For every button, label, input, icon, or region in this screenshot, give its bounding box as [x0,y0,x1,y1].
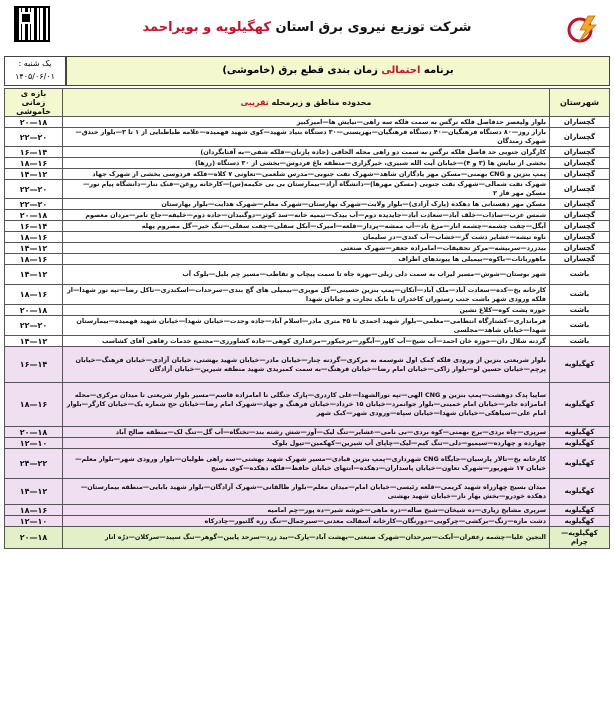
row-city: گچساران [550,199,610,210]
col-header-area-label: محدوده مناطق و زیرمحله [271,98,372,107]
row-city: کهگیلویه [550,438,610,449]
row-time: ۲۲—۲۰ [5,316,63,336]
outage-schedule-table [4,88,610,549]
table-row [5,210,610,221]
row-city: کهگیلویه [550,505,610,516]
row-city: گچساران [550,147,610,158]
row-area: کارخانه یخ—تالار پارسیان—جایگاه CNG شهرداری—پمپ بنزین قبادی—مسیر شهرک شهید بهشتی—سه راهی طولیان—بلوار ورودی شهر—بلوار معلم—خیابان ۱۷ شهریور—شهرک تعاون—خیابان پاسداران—دهکده—انتهای خیابان حافظ—فلکه دهکده—کوی بسیج [63,449,550,479]
row-time: ۲۰—۱۸ [5,305,63,316]
row-area: دشت مازه—زنگ—برکشی—چرکویی—دورنگان—کارخانه آسفالت معدنی—سیرجمال—تنگ رزه گلتیور—چادرکاه [63,516,550,527]
row-city: کهگیلویه [550,516,610,527]
row-area: آبگل—چفت چشمه—چشمه انار—مرغ باد—آب ممشه—پرداز—قلعه—امیرک—آبکل سفلی—چفت سفلی—تنگ خیر—گل مصروم پهله [63,221,550,232]
table-row [5,243,610,254]
table-row [5,265,610,285]
row-area: بلوار ولیعصر حدفاصل فلکه نرگس به سمت فلکه سه راهی—نیایش ها—امیرکبیر [63,117,550,128]
table-row [5,221,610,232]
row-city: گچساران [550,232,610,243]
table-header-row [5,89,610,117]
table-row [5,336,610,347]
row-time: ۲۰—۱۸ [5,210,63,221]
table-row [5,254,610,265]
row-area: شهر بوستان—شوش—مسیر لیراب به سمت دلی زبلی—بهره جاه تا سمت پیچاب و تقاطب—مسیر چم بلیل—بلوک آب [63,265,550,285]
table-row [5,516,610,527]
row-city: گچساران [550,128,610,147]
row-time: ۲۰—۱۸ [5,117,63,128]
table-row [5,199,610,210]
row-area: گردنه شلال دان—حوزه خان احمد—آب شیخ—آب کاور—آبگور—برجیکور—مرغداری کوهی—جاده کشاورزی—مجتمع خدمات رفاهی آقای کشاسب [63,336,550,347]
row-area: سرپری مشایخ زیاری—ده شیخان—شیخ صاله—دره ماهی—خوشه شیر—ده پور—چم امامیه [63,505,550,516]
row-time: ۲۰—۱۸ [5,427,63,438]
date-day: یک شنبه : [18,59,52,68]
table-row [5,479,610,505]
table-row [5,505,610,516]
row-city: گچساران [550,210,610,221]
table-row [5,347,610,383]
row-city: گچساران [550,158,610,169]
row-area: چهارده و چهارده—سیمیو—دلی—تنگ کیم—لیک—چاپای آب شیرین—کهکمین—تیول بلوک [63,438,550,449]
row-area: پمپ بنزین و CNG بهمنی—مسکن مهر یادگاران شاهد—شهرک نفت جنوبی—مدرس شلعمی—تعاونی ۷ کلاه—فلکه فردوسی بخشی از شهرک جهاد [63,169,550,180]
col-header-time: بازه ی زمانی خاموشی [5,89,63,117]
row-area: بلوار شریعتی بنزین از ورودی فلکه کمک اول شوسمه به مرکزی—گردنه چنار—خیابان مادر—خیابان شهید بهشتی، خیابان آزادی—خیابان فرهنگ—خیابان پرچم—خیابان حسین لو—بلوار زاکی—خیابان امام رضا—خیابان فرهنگ—به سمت کمبریدی شهید منطقه شیرین—خیابان آزادگان [63,347,550,383]
row-city: باشت [550,316,610,336]
col-header-area-highlight: تقریبی [240,98,269,107]
company-name [60,20,554,35]
row-time: ۱۴—۱۲ [5,265,63,285]
row-time: ۲۲—۲۰ [5,180,63,199]
row-time: ۱۴—۱۲ [5,479,63,505]
table-row [5,147,610,158]
row-time: ۱۸—۱۶ [5,254,63,265]
col-header-city: شهرستان [550,89,610,117]
row-time: ۱۸—۱۶ [5,232,63,243]
date-box [4,56,66,86]
row-time: ۱۶—۱۴ [5,147,63,158]
table-row [5,305,610,316]
row-city: گچساران [550,180,610,199]
table-row [5,285,610,305]
row-area: فرمانداری—کشتارگاه انتظامی—معلمی—بلوار شهید احمدی تا ۴۵ متری مادر—اسلام آباد—جاده وحدت—خیابان شهدا—خیابان شهید فهمیده—بیمارستان شهدا—خیابان شاهد—مجلسی [63,316,550,336]
row-city: گچساران [550,221,610,232]
table-row [5,383,610,427]
table-row [5,527,610,549]
row-city: گچساران [550,169,610,180]
row-time: ۱۲—۱۰ [5,438,63,449]
row-time: ۱۸—۱۶ [5,158,63,169]
row-time: ۱۶—۱۴ [5,347,63,383]
row-city: کهگیلویه [550,347,610,383]
row-area: مسکن مهر دهستانی ها دهکده (پارک آزادی)—بلوار ولایت—شهرک بهارستان—شهرک معلم—شهرک هدایت—بلوار بهارستان [63,199,550,210]
row-area: بیدزرد—سربیشه—مرکز تحقیقات—امامزاده جعفر—شهرک صنعتی [63,243,550,254]
row-area: شمس عرب—سادات—خلف آباد—سعادت آباد—جایدیده دوم—آب بیدک—تیمیه خانه—سد کوثر—دوگنبدان—جاده دوم—خلیفه—جاج تامر—مردان معصوم [63,210,550,221]
date-value: ۱۴۰۵/۰۶/۰۱ [15,72,55,81]
row-time: ۱۴—۱۲ [5,243,63,254]
row-time: ۱۶—۱۴ [5,221,63,232]
row-time: ۱۸—۱۶ [5,285,63,305]
col-header-area [63,89,550,117]
row-area: ماهوربانات—باکوه—بیمیلی ها پیوندهای اطراف [63,254,550,265]
company-prefix: شرکت توزیع نیروی برق استان [275,20,472,35]
row-time: ۲۲—۲۰ [5,199,63,210]
title-part1: برنامه [423,65,454,76]
row-city: گچساران [550,117,610,128]
row-area: کارخانه یخ—کده—سعادت آباد—ملک آباد—آتکان—پمپ بنزین حسینی—گل مویزی—بیمیلی های گچ بندی—سرحدات—اسکندری—تاکل رضا—تپه نور شهدا—از فلکه ورودی شهر باشت جنب رستوران کاخدران تا بانک تجارت و خیابان شهدا [63,285,550,305]
row-area: حوزه پشت کوه—کلاغ نشین [63,305,550,316]
power-company-logo-icon [566,14,602,44]
company-province: کهگیلویه و بویراحمد [142,20,271,35]
table-row [5,449,610,479]
title-highlight: احتمالی [381,65,421,76]
row-city: کهگیلویه [550,383,610,427]
row-time: ۲۲—۲۰ [5,128,63,147]
table-row [5,232,610,243]
row-city: کهگیلویه [550,449,610,479]
row-time: ۱۴—۱۲ [5,169,63,180]
row-area: ناوه تیشه—عشایر دشت گز—خشاب—آب کندی—دز سلیمان [63,232,550,243]
table-row [5,128,610,147]
row-time: ۱۸—۱۶ [5,383,63,427]
row-area: سرپری—چاه بردی—برج بهمنی—کوه بردی—بی نامی—عشایر—تنگ لیک—آوز—شش رشته بند—تختگاه—آب گل—تنگ لک—منطقه صالح آباد [63,427,550,438]
row-city: کهگیلویه [550,427,610,438]
schedule-title [66,56,610,86]
row-area: النجین علیا—چشمه زعفران—آبکت—سرحدان—شهرک صنعتی—بهشت آباد—پارک—بید زرد—سرحد پایین—گوهر—تنگ سپید—سرکلان—درّه انار [63,527,550,549]
table-row [5,117,610,128]
row-area: ساپیا پدک دوهشت—پمپ بنزین و CNG الهی—تپه نورالشهدا—علی کاردری—پارک جنگلی تا امامزاده قاسم—مسیر بلوار شریعتی تا میدان مرکزی—محله امامزاده جابر—خیابان امام خمینی—بلوار جوانمرد—خیابان ۱۵ خرداد—خیابان فرهنگ و جهاد—شهرک امام رضا—خیابان حج شماره یک—خیابان کارگر—بلوار امام علی—سیاهکی—خیابان شهدا—خیابان سپاه—ورودی شهر—کبک شهر [63,383,550,427]
table-row [5,427,610,438]
row-time: ۲۰—۱۸ [5,527,63,549]
row-city: گچساران [550,243,610,254]
row-time: ۱۲—۱۰ [5,516,63,527]
row-city: باشت [550,305,610,316]
row-area: میدان بسیج چهارراه شهید کریمی—قلعه رئیسی—خیابان امام—میدان معلم—بلوار طالقانی—شهرک آزادگان—بلوار شهید بابایی—منطقه بیمارستان—دهکده خودرو—بخش بهار ناز—خیابان شهید بهشتی [63,479,550,505]
row-area: بخشی از نیایش ها (۳ و ۴)—خیابان آیت الله شبیری، خیرگزاری—منطقه باغ فردوس—بخشی از ۳۰ دستگاه (رزها) [63,158,550,169]
title-part2: زمان بندی قطع برق (خاموشی) [222,65,378,76]
row-time: ۱۸—۱۶ [5,505,63,516]
row-city: باشت [550,285,610,305]
table-row [5,158,610,169]
table-row [5,180,610,199]
table-row [5,316,610,336]
header-row [4,56,610,86]
qr-code-icon [14,6,50,42]
row-city: کهگیلویه [550,479,610,505]
row-time: ۲۴—۲۲ [5,449,63,479]
table-row [5,169,610,180]
row-city: باشت [550,336,610,347]
row-time: ۱۴—۱۲ [5,336,63,347]
row-city: باشت [550,265,610,285]
row-city: گچساران [550,254,610,265]
row-area: شهرک نفت شمالی—شهرک نفت جنوبی (مسکن مهرها)—دانشگاه آزاد—بیمارستان بی بی حکیمه(س)—کارخانه روغن—فنک ننار—دانشگاه پیام نور—مسکن مهر فاز ۲ [63,180,550,199]
row-area: بازار روز—۸۰ دستگاه فرهنگیان—۴۰ دستگاه فرهنگیان—بهزیستی—۳۰ دستگاه بنیاد شهید—کوی شهید فهمیده—علامه طباطبایی از ۱ تا ۳—بلوار خندق—شهرک زمندگان [63,128,550,147]
row-city: کهگیلویه—چرام [550,527,610,549]
table-row [5,438,610,449]
row-area: کارگران جنوبی حد فاصل فلکه نرگس به سمت دو راهی محله الحاقی (جاده پازنان—فلکه شفی—به آفتابگردان) [63,147,550,158]
